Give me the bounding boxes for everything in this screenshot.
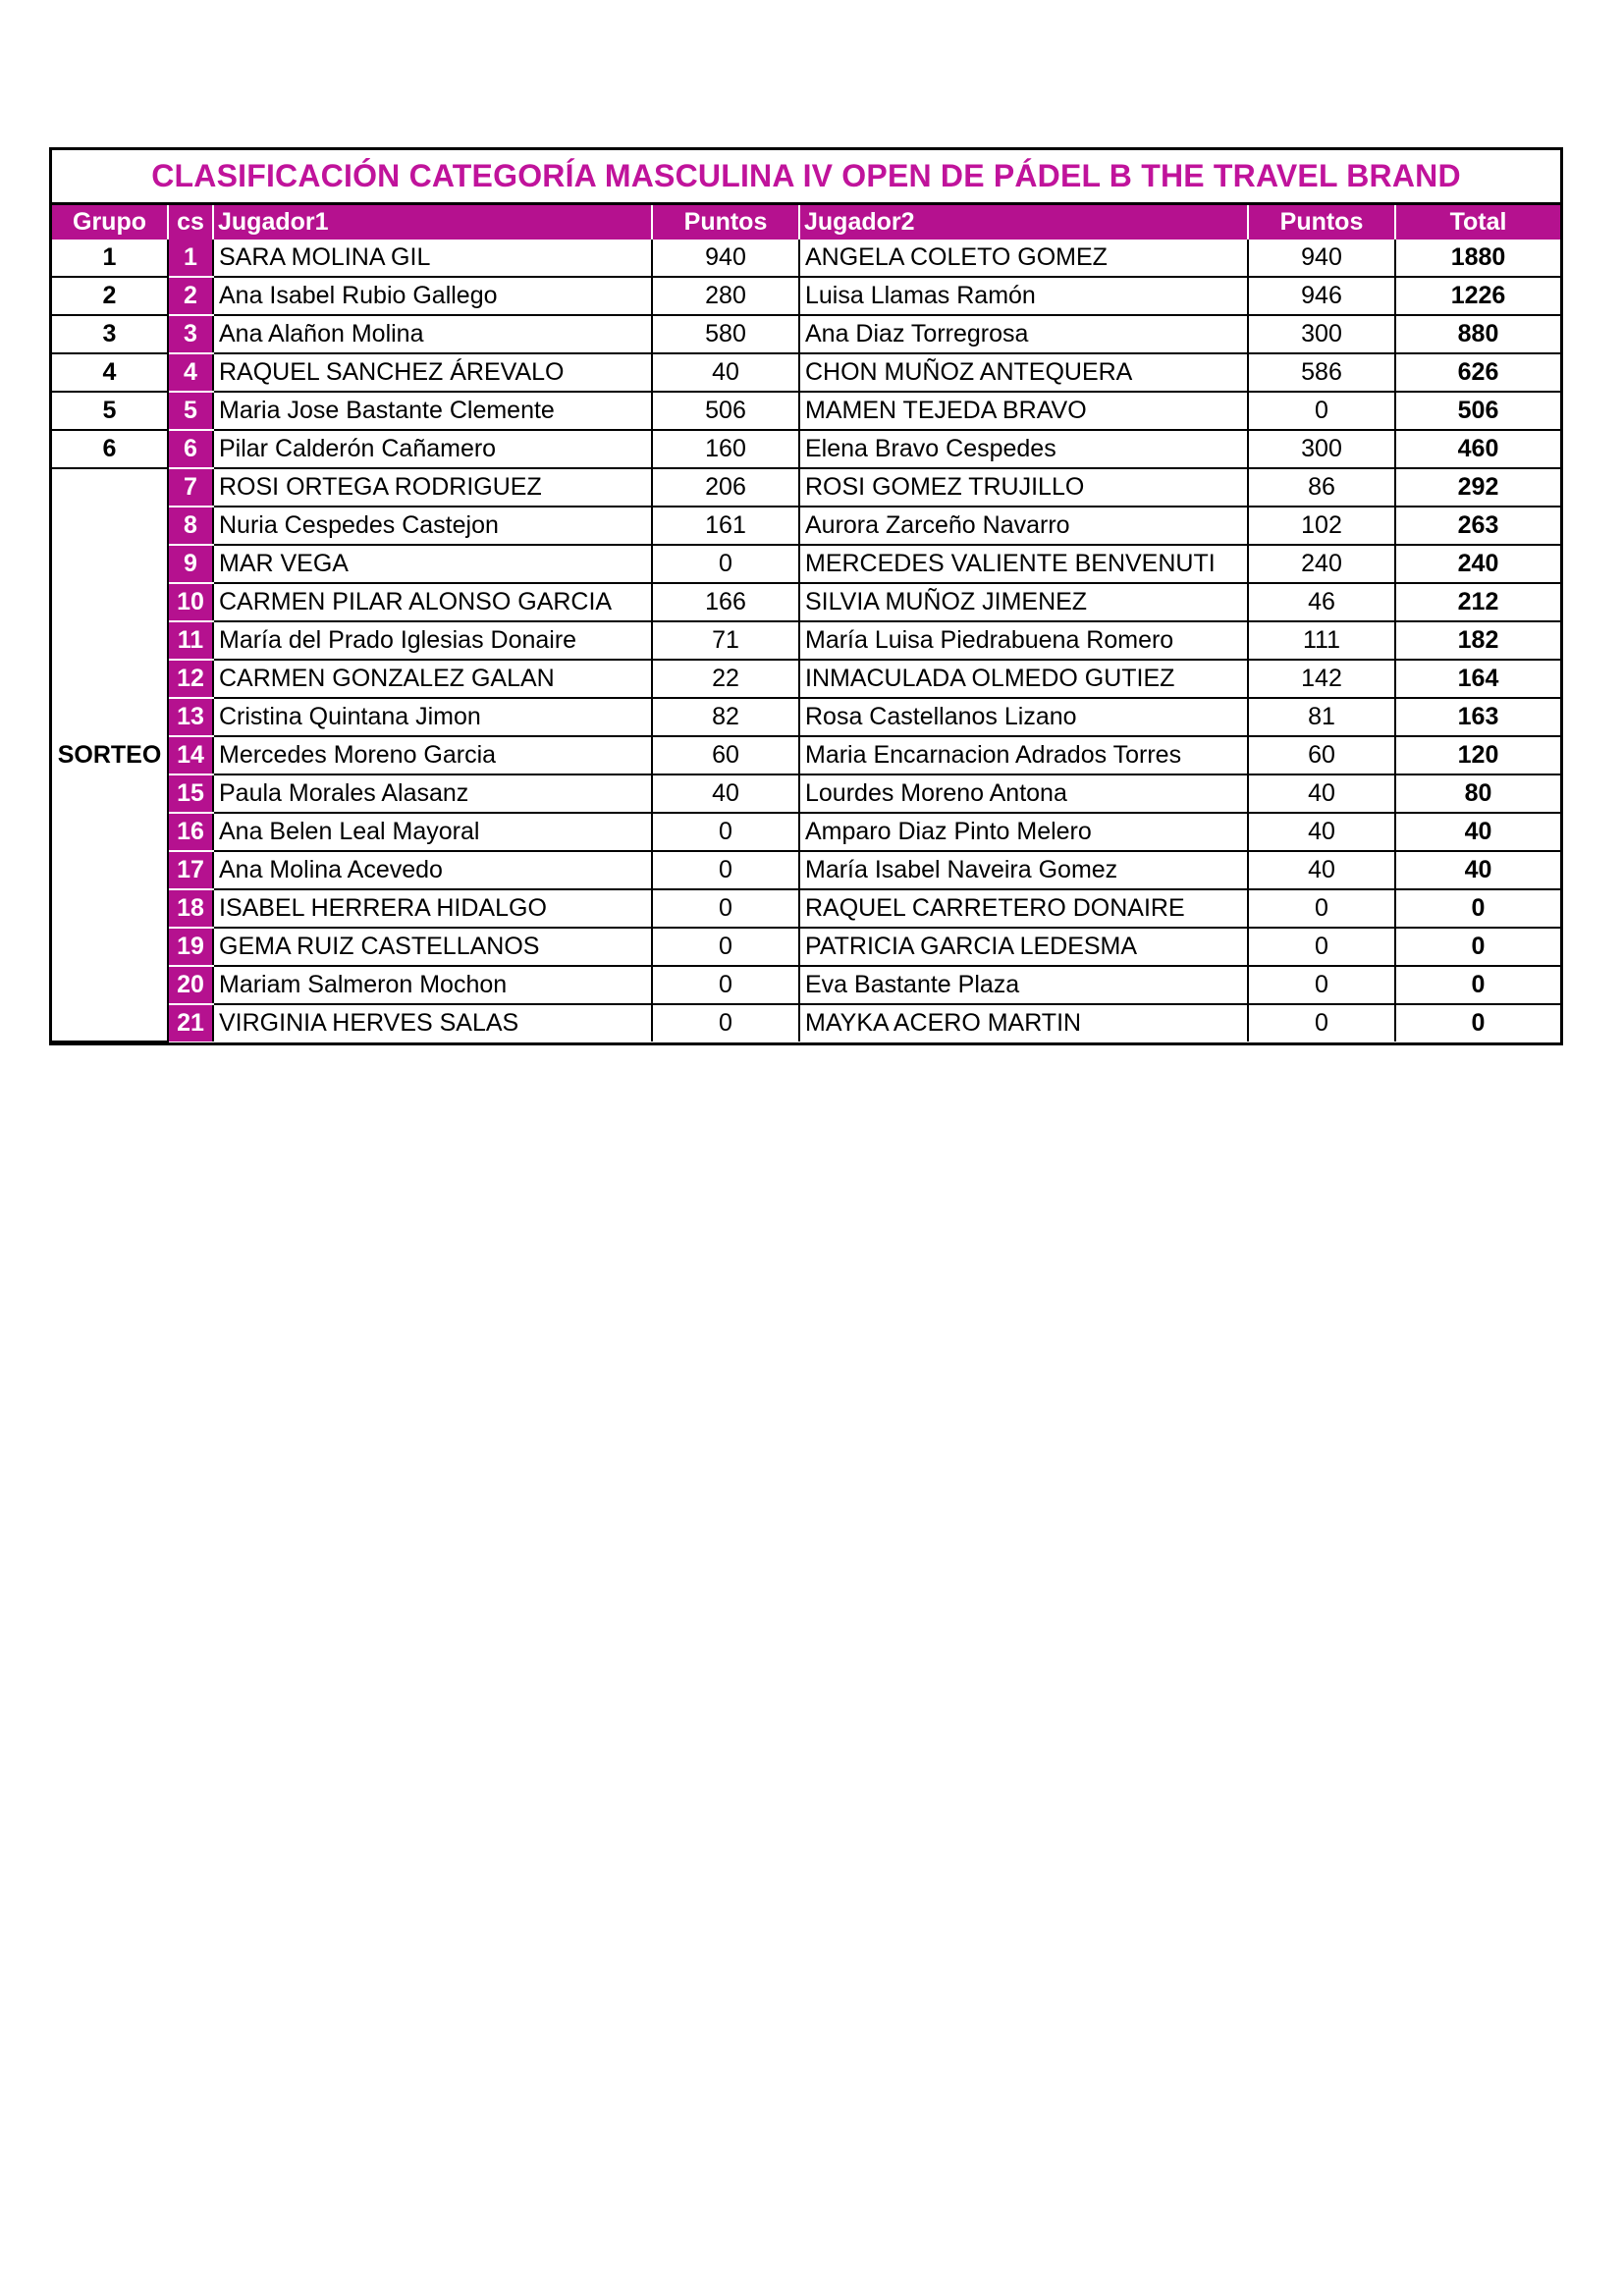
table-row (52, 660, 1560, 698)
total-cell: 506 (1395, 392, 1560, 430)
player2-cell: Amparo Diaz Pinto Melero (799, 813, 1248, 851)
player2-cell: RAQUEL CARRETERO DONAIRE (799, 889, 1248, 928)
total-cell: 0 (1395, 928, 1560, 966)
table-row (52, 545, 1560, 583)
points2-cell: 40 (1248, 851, 1395, 889)
points2-cell: 0 (1248, 966, 1395, 1004)
player1-cell: Mariam Salmeron Mochon (213, 966, 652, 1004)
points1-cell: 40 (652, 774, 799, 813)
player2-cell: MERCEDES VALIENTE BENVENUTI (799, 545, 1248, 583)
total-cell: 120 (1395, 736, 1560, 774)
player1-cell: Ana Alañon Molina (213, 315, 652, 353)
seed-cell: 15 (168, 774, 213, 813)
seed-cell: 6 (168, 430, 213, 468)
points1-cell: 0 (652, 545, 799, 583)
total-cell: 164 (1395, 660, 1560, 698)
player2-cell: Lourdes Moreno Antona (799, 774, 1248, 813)
player1-cell: Pilar Calderón Cañamero (213, 430, 652, 468)
table-row (52, 583, 1560, 621)
seed-cell: 20 (168, 966, 213, 1004)
classification-table (52, 205, 1560, 1042)
seed-cell: 5 (168, 392, 213, 430)
player2-cell: PATRICIA GARCIA LEDESMA (799, 928, 1248, 966)
total-cell: 263 (1395, 507, 1560, 545)
seed-cell: 1 (168, 240, 213, 277)
seed-cell: 12 (168, 660, 213, 698)
points2-cell: 300 (1248, 315, 1395, 353)
seed-cell: 14 (168, 736, 213, 774)
player1-cell: VIRGINIA HERVES SALAS (213, 1004, 652, 1041)
player2-cell: María Luisa Piedrabuena Romero (799, 621, 1248, 660)
seed-cell: 16 (168, 813, 213, 851)
total-cell: 212 (1395, 583, 1560, 621)
player1-cell: Paula Morales Alasanz (213, 774, 652, 813)
points1-cell: 40 (652, 353, 799, 392)
points2-cell: 40 (1248, 813, 1395, 851)
player1-cell: RAQUEL SANCHEZ ÁREVALO (213, 353, 652, 392)
player1-cell: María del Prado Iglesias Donaire (213, 621, 652, 660)
points2-cell: 586 (1248, 353, 1395, 392)
total-cell: 0 (1395, 966, 1560, 1004)
points2-cell: 0 (1248, 392, 1395, 430)
total-cell: 182 (1395, 621, 1560, 660)
points2-cell: 46 (1248, 583, 1395, 621)
points1-cell: 0 (652, 1004, 799, 1041)
player2-cell: ROSI GOMEZ TRUJILLO (799, 468, 1248, 507)
player2-cell: CHON MUÑOZ ANTEQUERA (799, 353, 1248, 392)
player1-cell: CARMEN PILAR ALONSO GARCIA (213, 583, 652, 621)
total-cell: 40 (1395, 851, 1560, 889)
table-row (52, 277, 1560, 315)
player1-cell: Ana Isabel Rubio Gallego (213, 277, 652, 315)
points1-cell: 60 (652, 736, 799, 774)
header-grupo: Grupo (52, 205, 168, 240)
points2-cell: 40 (1248, 774, 1395, 813)
seed-cell: 18 (168, 889, 213, 928)
player1-cell: MAR VEGA (213, 545, 652, 583)
table-row (52, 353, 1560, 392)
points2-cell: 300 (1248, 430, 1395, 468)
grupo-cell: 3 (52, 315, 168, 353)
points1-cell: 22 (652, 660, 799, 698)
player1-cell: Cristina Quintana Jimon (213, 698, 652, 736)
grupo-cell: 6 (52, 430, 168, 468)
header-jugador2: Jugador2 (799, 205, 1248, 240)
player1-cell: CARMEN GONZALEZ GALAN (213, 660, 652, 698)
points1-cell: 0 (652, 813, 799, 851)
table-row (52, 813, 1560, 851)
points2-cell: 111 (1248, 621, 1395, 660)
grupo-cell: 1 (52, 240, 168, 277)
player1-cell: ISABEL HERRERA HIDALGO (213, 889, 652, 928)
points2-cell: 86 (1248, 468, 1395, 507)
points2-cell: 946 (1248, 277, 1395, 315)
seed-cell: 2 (168, 277, 213, 315)
points1-cell: 0 (652, 928, 799, 966)
player2-cell: Rosa Castellanos Lizano (799, 698, 1248, 736)
player2-cell: María Isabel Naveira Gomez (799, 851, 1248, 889)
points2-cell: 81 (1248, 698, 1395, 736)
player2-cell: Aurora Zarceño Navarro (799, 507, 1248, 545)
sheet-title: CLASIFICACIÓN CATEGORÍA MASCULINA IV OPEN DE PÁDEL B THE TRAVEL BRAND (52, 150, 1560, 205)
points1-cell: 82 (652, 698, 799, 736)
player1-cell: Ana Belen Leal Mayoral (213, 813, 652, 851)
table-row (52, 966, 1560, 1004)
points2-cell: 102 (1248, 507, 1395, 545)
table-row (52, 889, 1560, 928)
points1-cell: 71 (652, 621, 799, 660)
total-cell: 1226 (1395, 277, 1560, 315)
header-puntos1: Puntos (652, 205, 799, 240)
total-cell: 0 (1471, 1009, 1486, 1037)
table-row (52, 621, 1560, 660)
points2-cell: 0 (1248, 889, 1395, 928)
seed-cell: 3 (168, 315, 213, 353)
points2-cell: 240 (1248, 545, 1395, 583)
seed-cell: 17 (168, 851, 213, 889)
table-row (52, 315, 1560, 353)
points2-cell: 60 (1248, 736, 1395, 774)
grupo-cell: 2 (52, 277, 168, 315)
table-row (52, 430, 1560, 468)
points1-cell: 580 (652, 315, 799, 353)
header-jugador1: Jugador1 (213, 205, 652, 240)
player2-cell: Luisa Llamas Ramón (799, 277, 1248, 315)
player2-cell: MAYKA ACERO MARTIN (799, 1004, 1248, 1041)
table-row (52, 928, 1560, 966)
total-cell: 460 (1395, 430, 1560, 468)
total-cell: 163 (1395, 698, 1560, 736)
player2-cell: ANGELA COLETO GOMEZ (799, 240, 1248, 277)
player2-cell: Elena Bravo Cespedes (799, 430, 1248, 468)
header-row (52, 205, 1560, 240)
seed-cell: 9 (168, 545, 213, 583)
classification-sheet (49, 147, 1563, 1045)
total-cell: 40 (1395, 813, 1560, 851)
seed-cell: 4 (168, 353, 213, 392)
seed-cell: 7 (168, 468, 213, 507)
player1-cell: Ana Molina Acevedo (213, 851, 652, 889)
points2-cell: 142 (1248, 660, 1395, 698)
points1-cell: 206 (652, 468, 799, 507)
total-cell: 292 (1395, 468, 1560, 507)
player2-cell: Maria Encarnacion Adrados Torres (799, 736, 1248, 774)
total-cell: 626 (1395, 353, 1560, 392)
points1-cell: 0 (652, 889, 799, 928)
seed-cell: 19 (168, 928, 213, 966)
table-row (52, 736, 1560, 774)
table-row (52, 392, 1560, 430)
player2-cell: Eva Bastante Plaza (799, 966, 1248, 1004)
table-row (52, 240, 1560, 277)
total-cell: 1880 (1395, 240, 1560, 277)
player1-cell: SARA MOLINA GIL (213, 240, 652, 277)
grupo-cell: 4 (52, 353, 168, 392)
table-row (52, 774, 1560, 813)
table-row (52, 507, 1560, 545)
total-cell: 240 (1395, 545, 1560, 583)
sorteo-cell: SORTEO (52, 468, 168, 1041)
player1-cell: ROSI ORTEGA RODRIGUEZ (213, 468, 652, 507)
player2-cell: SILVIA MUÑOZ JIMENEZ (799, 583, 1248, 621)
player1-cell: GEMA RUIZ CASTELLANOS (213, 928, 652, 966)
table-row (52, 851, 1560, 889)
player1-cell: Maria Jose Bastante Clemente (213, 392, 652, 430)
header-cs: cs (168, 205, 213, 240)
points1-cell: 940 (652, 240, 799, 277)
points1-cell: 166 (652, 583, 799, 621)
header-total: Total (1395, 205, 1560, 240)
seed-cell: 13 (168, 698, 213, 736)
points1-cell: 160 (652, 430, 799, 468)
points1-cell: 280 (652, 277, 799, 315)
points1-cell: 506 (652, 392, 799, 430)
seed-cell: 11 (168, 621, 213, 660)
seed-cell: 21 (168, 1004, 213, 1041)
header-puntos2: Puntos (1248, 205, 1395, 240)
player2-cell: MAMEN TEJEDA BRAVO (799, 392, 1248, 430)
total-cell: 880 (1395, 315, 1560, 353)
player1-cell: Nuria Cespedes Castejon (213, 507, 652, 545)
points2-cell: 0 (1248, 928, 1395, 966)
points1-cell: 0 (652, 851, 799, 889)
seed-cell: 8 (168, 507, 213, 545)
table-row (52, 468, 1560, 507)
grupo-cell: 5 (52, 392, 168, 430)
points1-cell: 0 (652, 966, 799, 1004)
points2-cell: 0 (1248, 1004, 1395, 1041)
points1-cell: 161 (652, 507, 799, 545)
points2-cell: 940 (1248, 240, 1395, 277)
player1-cell: Mercedes Moreno Garcia (213, 736, 652, 774)
seed-cell: 10 (168, 583, 213, 621)
table-row (52, 1004, 1560, 1041)
player2-cell: Ana Diaz Torregrosa (799, 315, 1248, 353)
player2-cell: INMACULADA OLMEDO GUTIEZ (799, 660, 1248, 698)
total-cell: 0 (1395, 889, 1560, 928)
table-row (52, 698, 1560, 736)
total-cell: 80 (1395, 774, 1560, 813)
